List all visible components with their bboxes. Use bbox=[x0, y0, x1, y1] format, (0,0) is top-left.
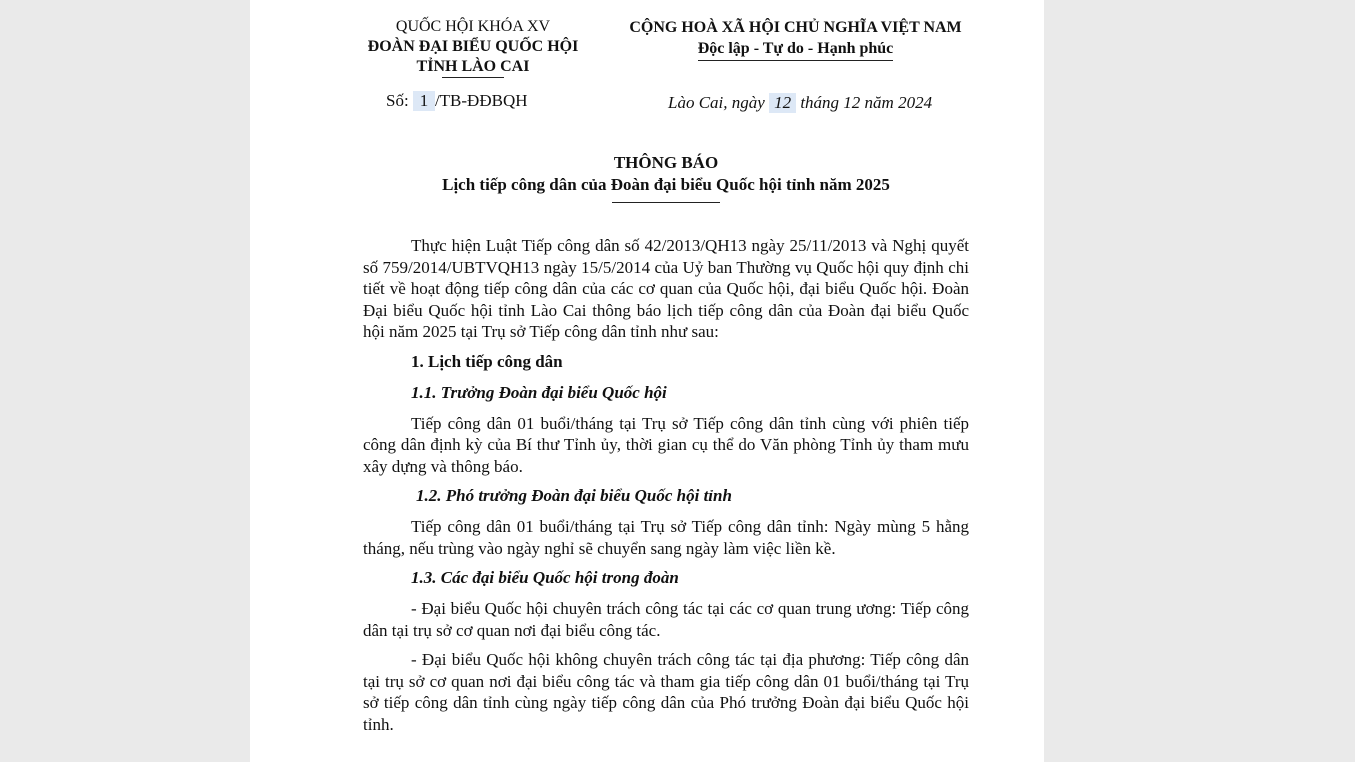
number-field[interactable]: 1 bbox=[413, 91, 435, 111]
national-heading bbox=[613, 17, 978, 61]
country-name: CỘNG HOÀ XÃ HỘI CHỦ NGHĨA VIỆT NAM bbox=[629, 19, 962, 36]
document-page bbox=[250, 0, 1044, 762]
subsection-1-2-paragraph: Tiếp công dân 01 buổi/tháng tại Trụ sở Tiếp công dân tỉnh: Ngày mùng 5 hằng tháng, nếu trùng vào ngày nghỉ sẽ chuyển sang ngày làm việc liền kề. bbox=[363, 517, 969, 558]
document-date bbox=[668, 93, 932, 113]
number-suffix: /TB-ĐĐBQH bbox=[434, 91, 528, 110]
subsection-1-1-paragraph: Tiếp công dân 01 buổi/tháng tại Trụ sở Tiếp công dân tỉnh cùng với phiên tiếp công dân định kỳ của Bí thư Tỉnh ủy, thời gian cụ thể do Văn phòng Tỉnh ủy tham mưu xây dựng và thông báo. bbox=[363, 413, 969, 476]
issuer-underline bbox=[442, 77, 504, 78]
date-prefix: Lào Cai, ngày bbox=[668, 93, 765, 112]
title-sub: Lịch tiếp công dân của Đoàn đại biểu Quốc hội tỉnh năm 2025 bbox=[442, 175, 890, 194]
subsection-1-3-heading: 1.3. Các đại biểu Quốc hội trong đoàn bbox=[411, 568, 679, 587]
subsection-1-1-heading: 1.1. Trưởng Đoàn đại biểu Quốc hội bbox=[411, 382, 667, 402]
date-suffix: tháng 12 năm 2024 bbox=[800, 93, 933, 112]
section-1-heading: 1. Lịch tiếp công dân bbox=[411, 351, 563, 371]
national-motto: Độc lập - Tự do - Hạnh phúc bbox=[698, 38, 894, 61]
subsection-1-2-heading: 1.2. Phó trưởng Đoàn đại biểu Quốc hội tỉnh bbox=[416, 486, 732, 505]
document-title bbox=[363, 152, 969, 203]
title-underline bbox=[612, 202, 720, 203]
document-number bbox=[386, 91, 528, 111]
subsection-1-3-paragraph-a: - Đại biểu Quốc hội chuyên trách công tác tại các cơ quan trung ương: Tiếp công dân tại trụ sở cơ quan nơi đại biểu công tác. bbox=[363, 599, 969, 640]
date-day-field[interactable]: 12 bbox=[769, 93, 796, 113]
issuer-line-1: QUỐC HỘI KHÓA XV bbox=[395, 18, 551, 35]
document-body bbox=[363, 235, 969, 743]
document-content bbox=[363, 0, 969, 734]
document-header bbox=[363, 0, 969, 130]
number-label: Số: bbox=[386, 91, 409, 110]
issuer-line-2: ĐOÀN ĐẠI BIỂU QUỐC HỘI bbox=[367, 38, 579, 55]
title-main: THÔNG BÁO bbox=[613, 153, 719, 172]
subsection-1-3-paragraph-b: - Đại biểu Quốc hội không chuyên trách công tác tại địa phương: Tiếp công dân tại trụ sở cơ quan nơi đại biểu công tác và tham gia tiếp công dân 01 buổi/tháng tại Trụ sở tiếp công dân tỉnh cùng ngày tiếp công dân của Phó trưởng Đoàn đại biểu Quốc hội tỉnh. bbox=[363, 650, 969, 734]
issuer-line-3: TỈNH LÀO CAI bbox=[416, 58, 530, 75]
intro-paragraph: Thực hiện Luật Tiếp công dân số 42/2013/QH13 ngày 25/11/2013 và Nghị quyết số 759/2014/UBTVQH13 ngày 15/5/2014 của Uỷ ban Thường vụ Quốc hội quy định chi tiết về hoạt động tiếp công dân của các cơ quan của Quốc hội, đại biểu Quốc hội. Đoàn Đại biểu Quốc hội tỉnh Lào Cai thông báo lịch tiếp công dân của Đoàn đại biểu Quốc hội năm 2025 tại Trụ sở Tiếp công dân tỉnh như sau: bbox=[363, 236, 969, 341]
issuer-block bbox=[353, 17, 593, 78]
